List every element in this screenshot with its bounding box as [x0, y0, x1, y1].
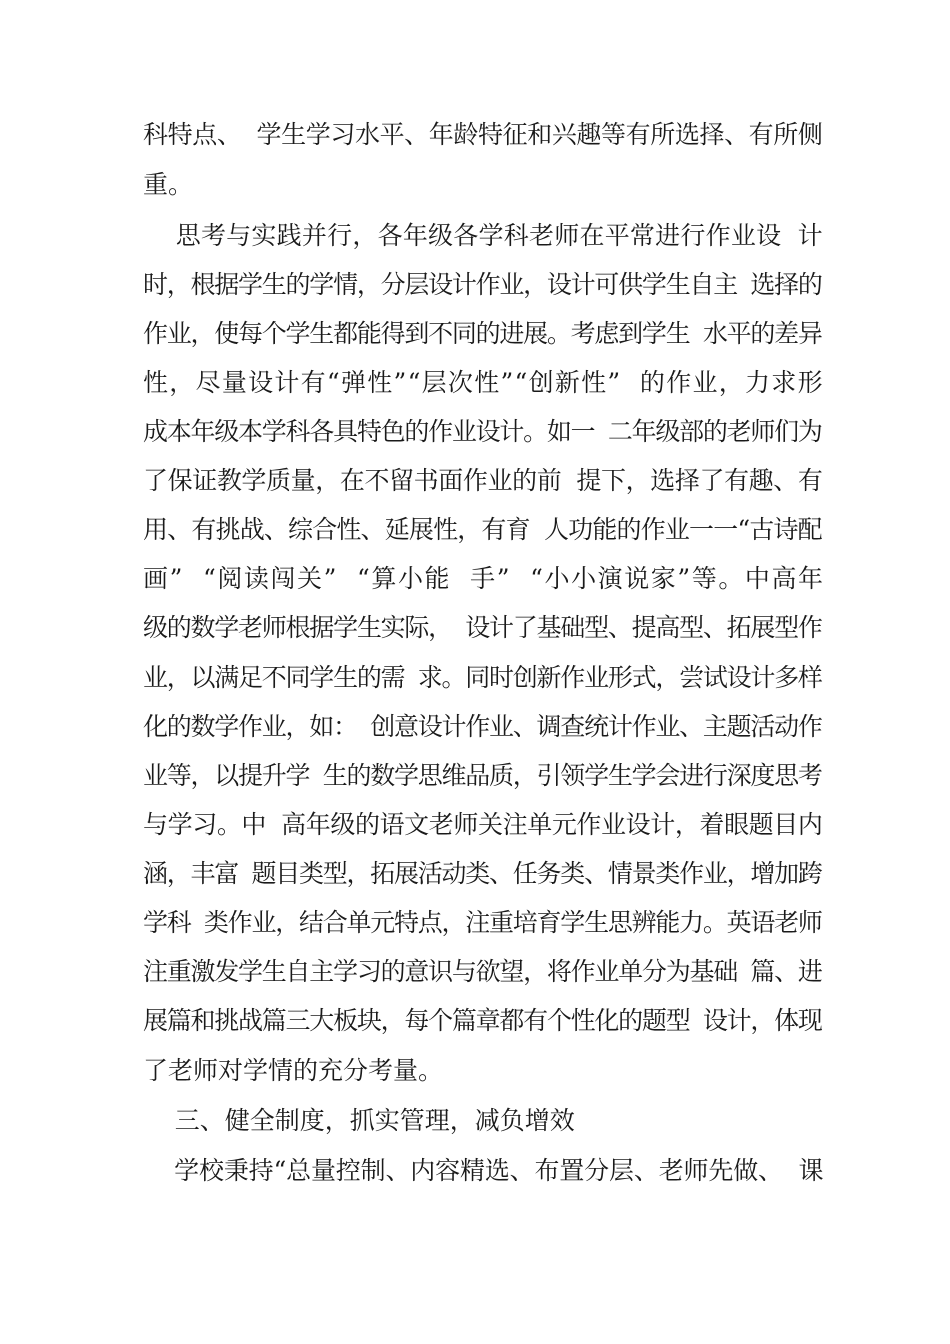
text-line: 业，以满足不同学生的需 求。同时创新作业形式，尝试设计多样 — [143, 663, 822, 692]
text-line: 展篇和挑战篇三大板块，每个篇章都有个性化的题型 设计，体现 — [143, 1006, 822, 1035]
text-line: 注重激发学生自主学习的意识与欲望，将作业单分为基础 篇、进 — [143, 957, 822, 986]
text-line: 成本年级本学科各具特色的作业设计。如一 二年级部的老师们为 — [143, 417, 822, 446]
text-line: 化的数学作业，如： 创意设计作业、调查统计作业、主题活动作 — [143, 712, 822, 741]
text-line: 时，根据学生的学情，分层设计作业，设计可供学生自主 选择的 — [143, 270, 822, 299]
text-line: 思考与实践并行，各年级各学科老师在平常进行作业设 计 — [143, 221, 823, 250]
text-line: 与学习。中 高年级的语文老师关注单元作业设计，着眼题目内 — [143, 810, 823, 839]
text-line: 画” “阅读闯关” “算小能 手” “小小演说家”等。中高年 — [143, 564, 825, 593]
text-line: 业等，以提升学 生的数学思维品质，引领学生学会进行深度思考 — [143, 761, 822, 790]
text-line: 学校秉持“总量控制、内容精选、布置分层、老师先做、 课 — [143, 1156, 824, 1185]
text-line: 了老师对学情的充分考量。 — [143, 1056, 444, 1085]
text-line: 级的数学老师根据学生实际， 设计了基础型、提高型、拓展型作 — [143, 613, 822, 642]
text-line: 学科 类作业，结合单元特点，注重培育学生思辨能力。英语老师 — [143, 908, 822, 937]
text-line: 科特点、 学生学习水平、年龄特征和兴趣等有所选择、有所侧 — [143, 120, 823, 149]
text-line: 作业，使每个学生都能得到不同的进展。考虑到学生 水平的差异 — [143, 319, 822, 348]
text-line: 了保证教学质量，在不留书面作业的前 提下，选择了有趣、有 — [143, 466, 823, 495]
text-line: 性，尽量设计有“弹性”“层次性”“创新性” 的作业，力求形 — [143, 368, 824, 397]
text-line: 涵，丰富 题目类型，拓展活动类、任务类、情景类作业，增加跨 — [143, 859, 822, 888]
text-line: 用、有挑战、综合性、延展性，有育 人功能的作业一一“古诗配 — [143, 515, 822, 544]
section-heading: 三、健全制度，抓实管理，减负增效 — [143, 1106, 575, 1135]
text-line: 重。 — [143, 170, 194, 199]
